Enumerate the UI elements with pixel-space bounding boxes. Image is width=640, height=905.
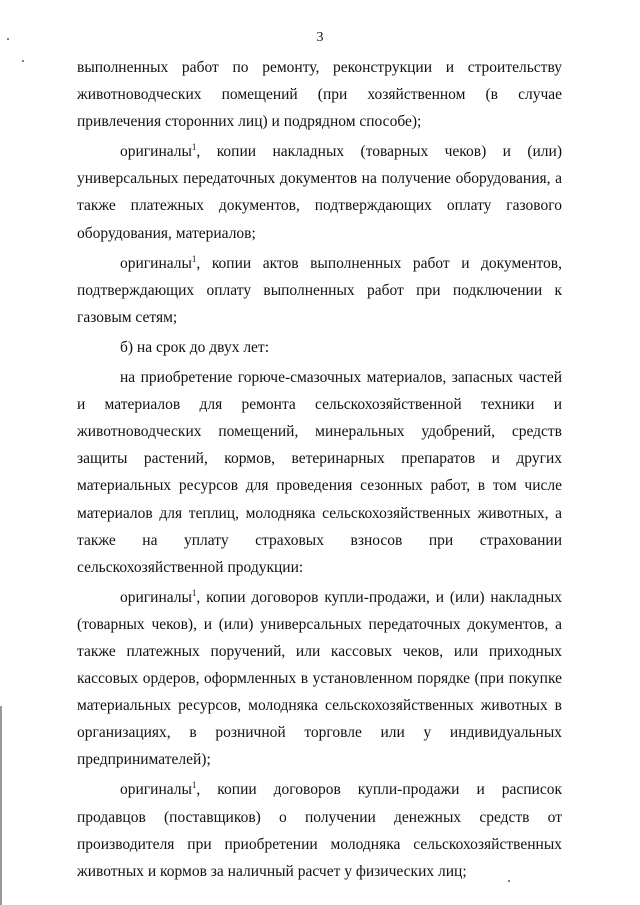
- scan-speck: [7, 38, 9, 40]
- document-body: [77, 54, 562, 885]
- scan-speck: [508, 880, 510, 882]
- footnote-marker: 1: [191, 780, 197, 791]
- paragraph-text: , копии накладных (товарных чеков) и (или) универсальных передаточных документов на получение оборудования, а также платежных документов, подтверждающих оплату газового оборудования, материалов;: [77, 143, 562, 242]
- paragraph-text: на приобретение горюче-смазочных материалов, запасных частей и материалов для ремонта сельскохозяйственной техники и животноводческих помещений, минеральных удобрений, средств защиты растений, кормов, ветеринарных препаратов и других материальных ресурсов для проведения сезонных работ, в том числе материалов для теплиц, молодняка сельскохозяйственных животных, а также на уплату страховых взносов при страховании сельскохозяйственной продукции:: [77, 369, 562, 576]
- paragraph-lead-word: оригиналы: [120, 781, 192, 799]
- paragraph-lead-word: оригиналы: [120, 143, 192, 161]
- paragraph-lead-word: оригиналы: [120, 588, 192, 606]
- footnote-marker: 1: [191, 142, 197, 153]
- footnote-marker: 1: [191, 587, 197, 598]
- paragraph-text: , копии договоров купли-продажи и расписок продавцов (поставщиков) о получении денежных средств от производителя при приобретении молодняка сельскохозяйственных животных и кормов за наличный расчет у физических лиц;: [77, 781, 562, 880]
- scan-speck: [22, 60, 24, 62]
- paragraph-gas-connection: [77, 250, 562, 331]
- paragraph-equipment-documents: [77, 138, 562, 246]
- section-heading-two-years: [77, 334, 562, 361]
- paragraph-text: выполненных работ по ремонту, реконструкции и строительству животноводческих помещений (при хозяйственном (в случае привлечения сторонних лиц) и подрядном способе);: [77, 59, 562, 131]
- paragraph-text: б) на срок до двух лет:: [120, 338, 270, 356]
- paragraph-text: , копии актов выполненных работ и документов, подтверждающих оплату выполненных работ при подключении к газовым сетям;: [77, 254, 562, 326]
- page-number: 3: [316, 30, 324, 45]
- paragraph-seasonal-materials: [77, 364, 562, 581]
- paragraph-text: , копии договоров купли-продажи, и (или) накладных (товарных чеков), и (или) универсальных передаточных документов, а также платежных поручений, или кассовых чеков, или приходных кассовых ордеров, оформленных в установленном порядке (при покупке материальных ресурсов, молодняка сельскохозяйственных животных в организациях, в розничной торговле или у индивидуальных предпринимателей);: [77, 588, 562, 769]
- paragraph-purchase-documents: [77, 584, 562, 774]
- paragraph-cash-receipts: [77, 776, 562, 884]
- scan-edge-line: [0, 706, 2, 905]
- paragraph-lead-word: оригиналы: [120, 254, 192, 272]
- footnote-marker: 1: [191, 253, 197, 264]
- paragraph-construction-works: [77, 54, 562, 135]
